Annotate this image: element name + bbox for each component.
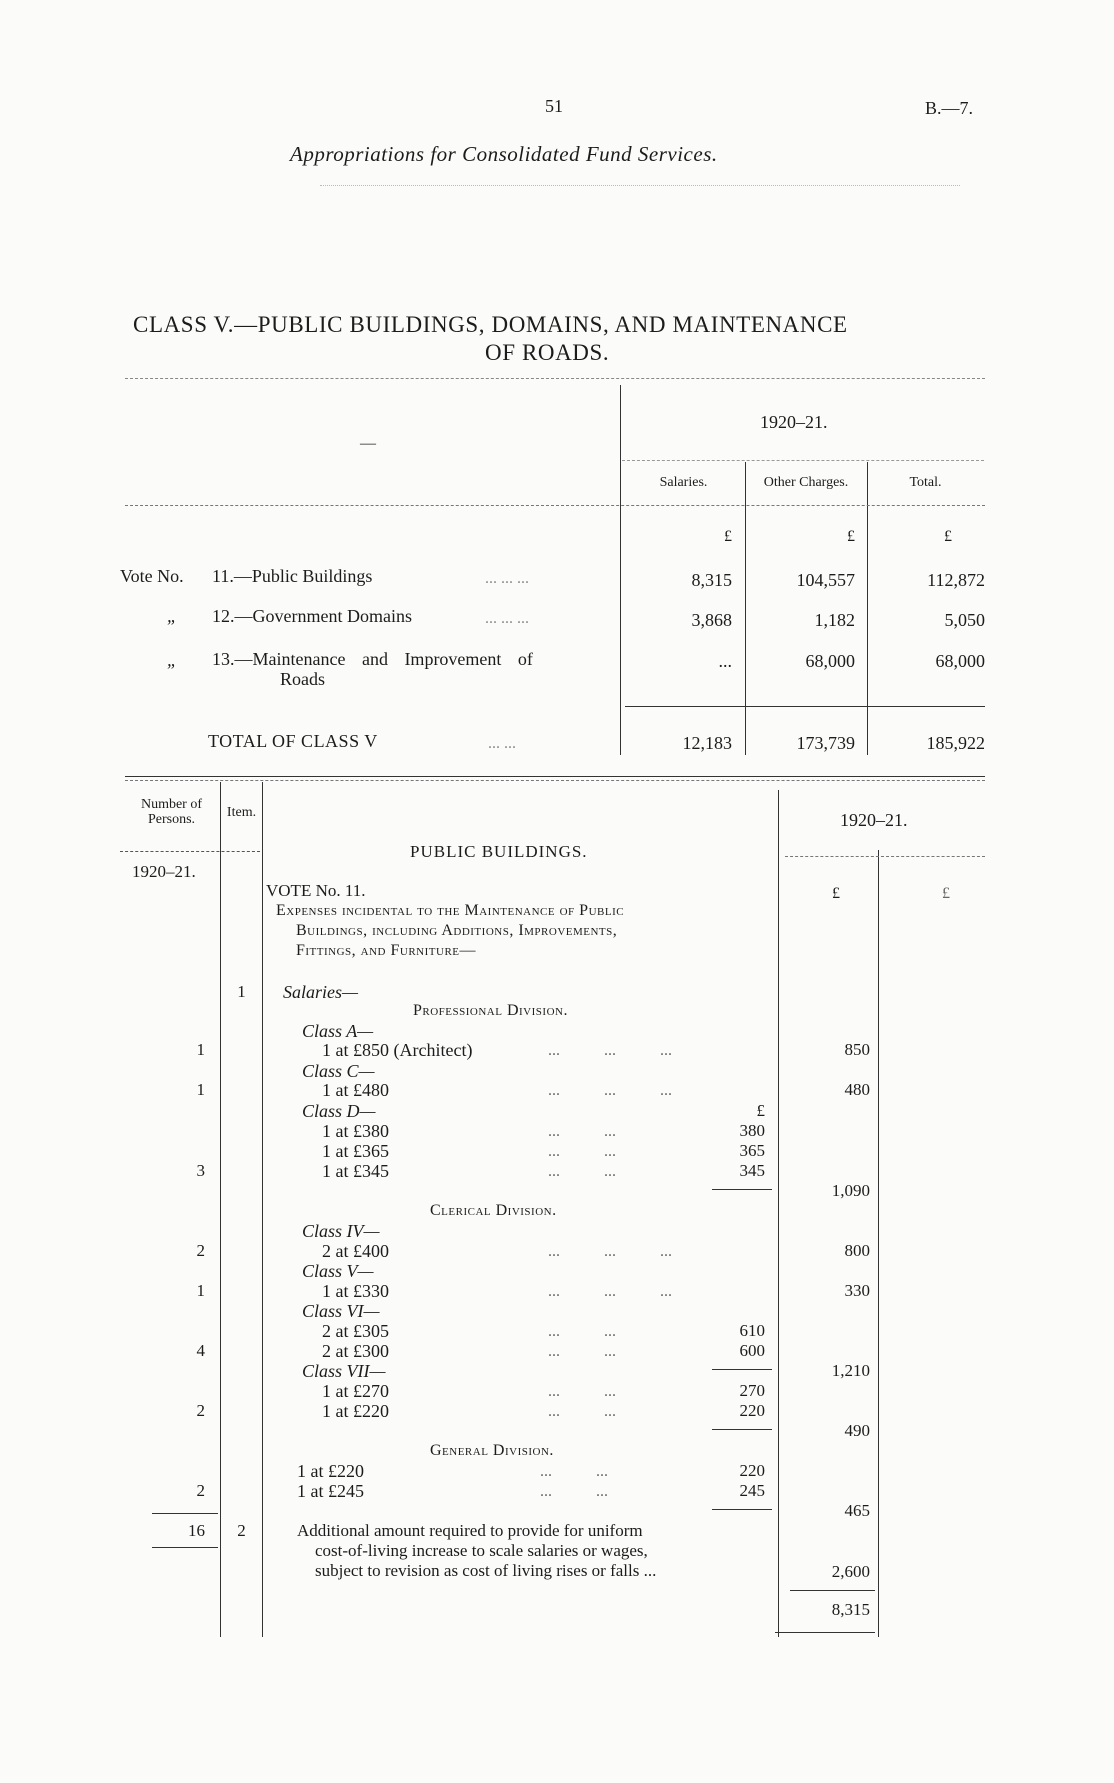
col-other-charges: Other Charges. [763,475,849,490]
money-divider [878,850,879,1637]
vote-heading: VOTE No. 11. [266,881,366,900]
document-reference: B.—7. [925,98,974,118]
leader-dots: ... ... [548,1383,616,1400]
class-heading: Class VII— [302,1361,386,1381]
vote-prefix: Vote No. [120,566,184,586]
persons-count: 2 [196,1481,205,1500]
amount: 850 [844,1040,870,1059]
persons-count: 2 [196,1401,205,1420]
persons-count: 1 [196,1080,205,1099]
ditto-mark: „ [167,650,178,670]
year-underline [622,460,984,461]
persons-count: 2 [196,1241,205,1260]
section-title: PUBLIC BUILDINGS. [410,842,588,861]
summary-divider [620,385,621,755]
leader-dots: ... ... [540,1483,608,1500]
sub-amount: 270 [739,1381,765,1400]
description-divider [778,790,779,1637]
col-salaries: Salaries. [659,475,708,490]
additional-description: subject to revision as cost of living rises or falls ... [315,1561,657,1580]
vote-description: Buildings, including Additions, Improvements, [296,922,618,939]
amount: 330 [844,1281,870,1300]
summary-bottom-rule-2 [125,780,985,781]
summary-year: 1920–21. [760,412,828,432]
col-item: Item. [226,805,257,820]
amount: 2,600 [831,1562,870,1581]
currency-other: £ [847,528,855,545]
leader-dots: ... ... [540,1463,608,1480]
leader-dots: ... ... [548,1343,616,1360]
total-label: TOTAL OF CLASS V [208,731,378,751]
ditto-mark: „ [167,606,178,626]
salary-line: 1 at £245 [297,1481,364,1501]
salary-line: 1 at £345 [322,1161,389,1181]
salary-line: 1 at £220 [322,1401,389,1421]
amount: 800 [844,1241,870,1260]
amount: 1,210 [831,1361,870,1380]
other-value: 104,557 [796,570,855,590]
total-value: 112,872 [927,570,985,590]
salary-line: 1 at £380 [322,1121,389,1141]
division-heading: General Division. [430,1442,554,1459]
persons-count: 4 [196,1341,205,1360]
salaries-heading: Salaries— [283,982,359,1002]
currency-salaries: £ [724,528,732,545]
col-total: Total. [909,475,942,490]
salary-line: 2 at £305 [322,1321,389,1341]
page-subtitle: Appropriations for Consolidated Fund Services. [290,142,718,166]
leader-dots: ... ... [548,1163,616,1180]
subtotal-rule [712,1189,772,1190]
salary-line: 1 at £850 (Architect) [322,1040,473,1060]
leader-dots: ... ... ... [548,1082,672,1099]
leader-dots: ... ... [548,1323,616,1340]
total-value: 5,050 [944,610,985,630]
salaries-value: 3,868 [691,610,732,630]
amount: 465 [844,1501,870,1520]
sub-currency: £ [756,1101,765,1120]
salaries-value: ... [718,651,732,671]
grand-total-underline [775,1632,875,1633]
class-title-continued: OF ROADS. [485,340,610,365]
sub-amount: 345 [739,1161,765,1180]
vote-description: Expenses incidental to the Maintenance of Public [276,902,625,919]
vote-label: 11.—Public Buildings [212,566,373,586]
leader-dots: ... ... ... [548,1042,672,1059]
total-salaries: 12,183 [682,733,732,753]
page-number: 51 [545,96,563,116]
persons-count: 3 [196,1161,205,1180]
leader-dots: ... ... ... [548,1283,672,1300]
total-value: 68,000 [935,651,985,671]
vote-label: 13.—Maintenance and Improvement of [212,649,533,669]
class-heading: Class IV— [302,1221,380,1241]
currency-col2: £ [942,885,950,902]
salary-line: 1 at £220 [297,1461,364,1481]
persons-total-rule [152,1513,218,1514]
sub-amount: 380 [739,1121,765,1140]
grand-total-rule [790,1590,875,1591]
total-other: 173,739 [796,733,855,753]
sub-amount: 245 [739,1481,765,1500]
col-number-of-persons: Number of Persons. [140,797,203,827]
other-value: 1,182 [814,610,855,630]
total-persons: 16 [188,1521,205,1540]
persons-count: 1 [196,1040,205,1059]
vote-description: Fittings, and Furniture— [296,942,477,959]
division-heading: Clerical Division. [430,1202,557,1219]
subtotal-rule [712,1429,772,1430]
sub-amount: 365 [739,1141,765,1160]
salary-line: 1 at £270 [322,1381,389,1401]
subtotal-rule [712,1509,772,1510]
leader-dots: ... ... [488,735,516,752]
detail-year: 1920–21. [840,810,908,830]
persons-divider [220,782,221,1637]
class-heading: Class D— [302,1101,376,1121]
salary-line: 1 at £330 [322,1281,389,1301]
summary-header-rule [125,505,985,506]
vote-label: 12.—Government Domains [212,606,412,626]
salary-line: 2 at £300 [322,1341,389,1361]
salaries-value: 8,315 [691,570,732,590]
persons-header-rule [120,851,260,852]
total-total: 185,922 [926,733,985,753]
sub-amount: 600 [739,1341,765,1360]
persons-count: 1 [196,1281,205,1300]
header-rule [320,185,960,186]
item-number: 1 [237,982,246,1001]
class-title: CLASS V.—PUBLIC BUILDINGS, DOMAINS, AND MAINTENANCE [133,312,848,337]
item-number: 2 [237,1521,246,1540]
vote-label-continued: Roads [280,669,325,689]
salary-line: 1 at £365 [322,1141,389,1161]
sub-amount: 610 [739,1321,765,1340]
sub-amount: 220 [739,1461,765,1480]
amount: 490 [844,1421,870,1440]
leader-dots: ... ... [548,1403,616,1420]
leader-dots: ... ... ... [548,1243,672,1260]
persons-total-underline [152,1547,218,1548]
sub-amount: 220 [739,1401,765,1420]
leader-dots: ... ... ... [485,610,529,627]
currency-total: £ [944,528,952,545]
leader-dots: ... ... [548,1143,616,1160]
year-header-rule [785,856,985,857]
persons-year: 1920–21. [132,862,196,881]
additional-description: cost-of-living increase to scale salaries or wages, [315,1541,648,1560]
division-heading: Professional Division. [413,1002,568,1019]
class-heading: Class A— [302,1021,374,1041]
additional-description: Additional amount required to provide for uniform [297,1521,643,1540]
summary-stub-dash: — [360,435,376,452]
class-heading: Class C— [302,1061,375,1081]
salary-line: 1 at £480 [322,1080,389,1100]
leader-dots: ... ... [548,1123,616,1140]
item-divider [262,782,263,1637]
class-heading: Class V— [302,1261,374,1281]
other-value: 68,000 [805,651,855,671]
subtotal-rule [712,1369,772,1370]
currency-col1: £ [832,885,840,902]
amount: 1,090 [831,1181,870,1200]
summary-bottom-rule [125,776,985,777]
class-heading: Class VI— [302,1301,380,1321]
amount: 480 [844,1080,870,1099]
summary-top-rule [125,378,985,379]
total-rule [625,706,985,707]
leader-dots: ... ... ... [485,570,529,587]
salary-line: 2 at £400 [322,1241,389,1261]
grand-total: 8,315 [831,1600,870,1619]
